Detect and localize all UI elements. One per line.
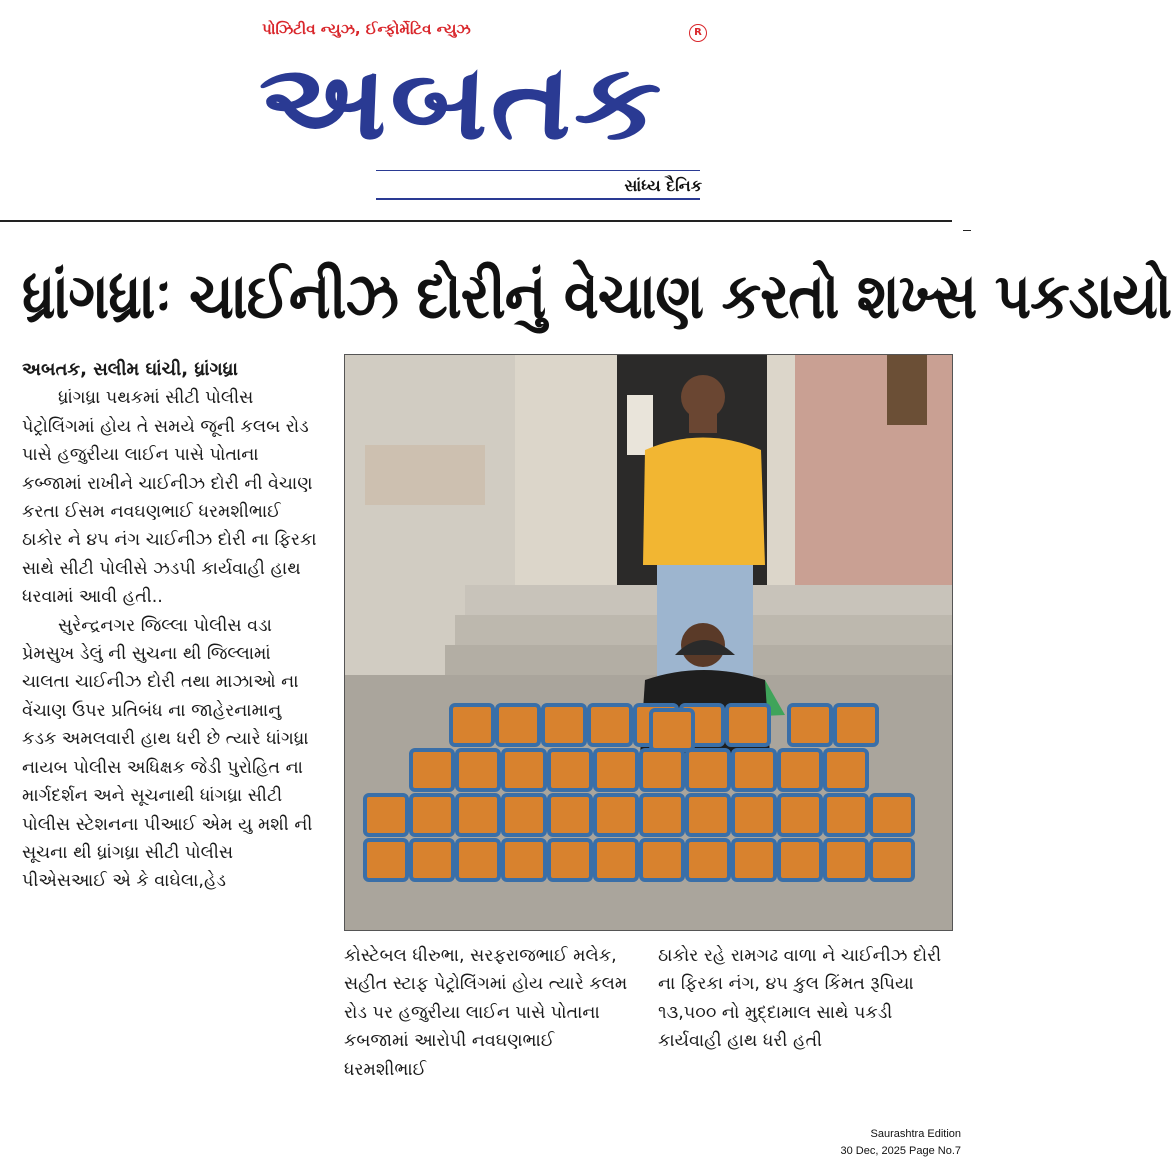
article-column-1	[22, 356, 318, 896]
masthead-divider	[0, 220, 952, 222]
edition-info	[761, 1126, 961, 1160]
article-paragraph-1: ધ્રાંગધ્રા પથકમાં સીટી પોલીસ પેટ્રોલિંગમાં હોય તે સમયે જૂની કલબ રોડ પાસે હજુરીયા લાઈન પાસે પોતાના કબ્જામાં રાખીને ચાઈનીઝ દોરી ની વેચાણ કરતા ઈસમ નવઘણભાઈ ધરમશીભાઈ ઠાકોર ને ૪૫ નંગ ચાઈનીઝ દોરી ના ફિરકા સાથે સીટી પોલીસે ઝડપી કાર્યવાહી હાથ ધરવામાં આવી હતી..	[22, 388, 317, 608]
subtitle-rule-top	[376, 170, 700, 171]
news-photo	[344, 354, 953, 931]
masthead	[0, 0, 971, 222]
registered-mark-icon: R	[689, 24, 707, 42]
article-paragraph-4: ઠાકોર રહે રામગઢ વાળા ને ચાઈનીઝ દોરી ના ફિરકા નંગ, ૪૫ કુલ કિંમત રૂપિયા ૧૩,૫૦૦ નો મુદ્દામાલ સાથે પકડી કાર્યવાહી હાથ ધરી હતી	[658, 946, 942, 1052]
byline: અબતક, સલીમ ઘાંચી, ધ્રાંગધ્રા	[22, 359, 238, 380]
edition-name: Saurashtra Edition	[870, 1128, 961, 1140]
subtitle-rule-bottom	[376, 198, 700, 200]
article-paragraph-2: સુરેન્દ્રનગર જિલ્લા પોલીસ વડા પ્રેમસુખ ડેલું ની સુચના થી જિલ્લામાં ચાલતા ચાઈનીઝ દોરી તથા માઝાઓ ના વેંચાણ ઉપર પ્રતિબંધ ના જાહેરનામાનુ કડક અમલવારી હાથ ધરી છે ત્યારે ધાંગધ્રા નાયબ પોલીસ અધિક્ષક જેડી પુરોહિત ના માર્ગદર્શન અને સૂચનાથી ધાંગધ્રા સીટી પોલીસ સ્ટેશનના પીઆઈ એમ યુ મશી ની સૂચના થી ધ્રાંગધ્રા સીટી પોલીસ પીએસઆઈ એ કે વાઘેલા,હેડ	[22, 615, 313, 892]
newspaper-logo: અબતક	[255, 41, 667, 163]
divider-tick	[963, 230, 971, 231]
edition-date-page: 30 Dec, 2025 Page No.7	[840, 1145, 961, 1157]
headline: ધ્રાંગધ્રાઃ ચાઈનીઝ દોરીનું વેચાણ કરતો શખ્સ પકડાયો	[22, 260, 1171, 334]
article-column-3	[658, 942, 958, 1056]
article-column-2	[344, 942, 640, 1084]
article-paragraph-3: કોસ્ટેબલ ધીરુભા, સરફરાજભાઈ મલેક, સહીત સ્ટાફ પેટ્રોલિંગમાં હોય ત્યારે કલમ રોડ પર હજુરીયા લાઈન પાસે પોતાના કબજામાં આરોપી નવઘણભાઈ ધરમશીભાઈ	[344, 946, 628, 1080]
photo-illustration	[345, 355, 952, 930]
subtitle: સાંધ્ય દૈનિક	[624, 176, 702, 195]
tagline: પોઝિટીવ ન્યુઝ, ઈન્ફોર્મેટિવ ન્યુઝ	[262, 20, 471, 38]
